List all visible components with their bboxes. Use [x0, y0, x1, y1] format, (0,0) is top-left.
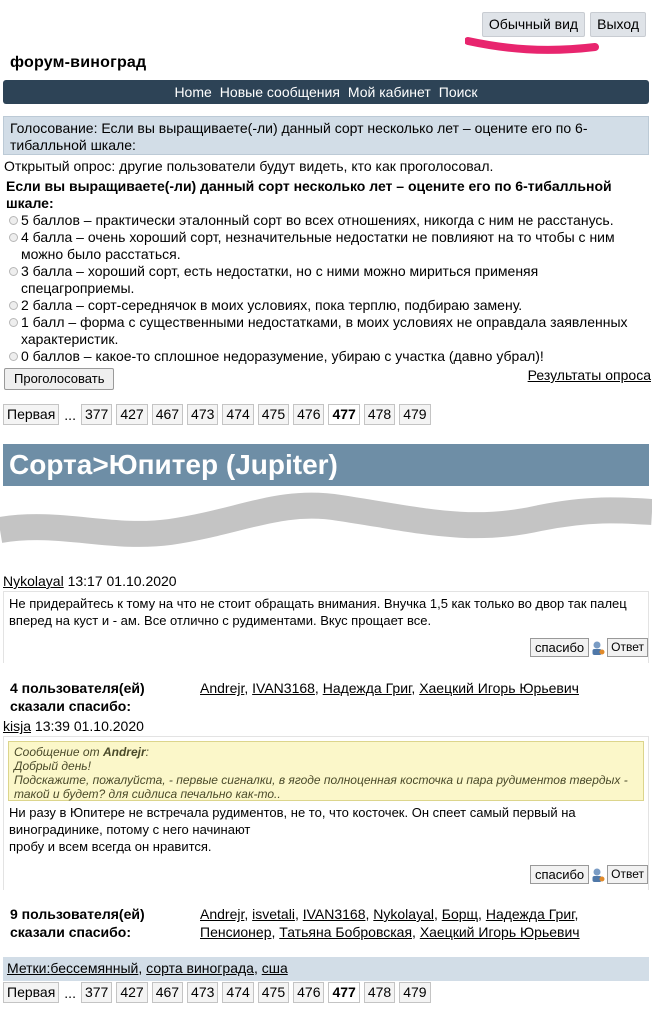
- quote-from-label: Сообщение от: [14, 745, 100, 759]
- page-link[interactable]: 475: [258, 982, 289, 1003]
- poll-results-link[interactable]: Результаты опроса: [527, 367, 651, 383]
- nav-home[interactable]: Home: [174, 84, 212, 100]
- post-actions: [530, 865, 648, 884]
- page-link[interactable]: 474: [222, 404, 253, 425]
- page-link[interactable]: 478: [364, 982, 395, 1003]
- thanks-user[interactable]: Nykolayal: [373, 906, 434, 922]
- thanks-user-list: Andrejr, isvetali, IVAN3168, Nykolayal, Борщ, Надежда Григ, Пенсионер, Татьяна Бобровская, Хаецкий Игорь Юрьевич: [200, 906, 580, 940]
- nav-search[interactable]: Поиск: [438, 84, 478, 100]
- page-link[interactable]: 467: [152, 404, 183, 425]
- radio-button[interactable]: [9, 301, 18, 310]
- reply-button[interactable]: Ответ: [607, 638, 648, 657]
- thanks-user[interactable]: IVAN3168: [252, 680, 315, 696]
- thanks-user[interactable]: Надежда Григ: [322, 680, 412, 696]
- post-datetime: 13:17 01.10.2020: [67, 573, 177, 589]
- top-bar: [482, 12, 646, 37]
- page-current: 477: [328, 404, 359, 425]
- page-first[interactable]: Первая: [3, 982, 59, 1003]
- page-link[interactable]: 479: [399, 404, 430, 425]
- post-header: [3, 573, 177, 590]
- page-current: 477: [328, 982, 359, 1003]
- pen-annotation-mark: [465, 35, 600, 57]
- nav-my-cabinet[interactable]: Мой кабинет: [347, 84, 431, 100]
- nav-new-posts[interactable]: Новые сообщения: [219, 84, 340, 100]
- poll-option[interactable]: [9, 348, 649, 365]
- thanks-user[interactable]: Пенсионер: [200, 924, 272, 940]
- page-link[interactable]: 377: [81, 982, 112, 1003]
- page-link[interactable]: 427: [116, 982, 147, 1003]
- poll-option[interactable]: [9, 212, 649, 229]
- normal-view-button[interactable]: Обычный вид: [482, 12, 585, 37]
- page-link[interactable]: 427: [116, 404, 147, 425]
- poll-options: [9, 212, 649, 365]
- page-first[interactable]: Первая: [3, 404, 59, 425]
- thanks-button[interactable]: спасибо: [530, 638, 589, 657]
- post-text: [9, 804, 629, 855]
- poll-option[interactable]: [9, 263, 649, 297]
- quote-text: Добрый день! Подскажите, пожалуйста, - первые сигналки, в ягоде полноценная косточка и пара рудиментов твердых - такой и будет? для сидлиса печально как-то..: [14, 759, 628, 801]
- page-link[interactable]: 473: [187, 982, 218, 1003]
- vote-button[interactable]: Проголосовать: [4, 368, 114, 390]
- thanks-user[interactable]: Татьяна Бобровская: [279, 924, 413, 940]
- thanks-user[interactable]: Andrejr: [200, 680, 245, 696]
- thread-title-banner: Сорта>Юпитер (Jupiter): [3, 444, 649, 486]
- thanks-button[interactable]: спасибо: [530, 865, 589, 884]
- tag-link[interactable]: сорта винограда: [146, 960, 254, 976]
- thanks-user[interactable]: Борщ: [441, 906, 479, 922]
- page-link[interactable]: 377: [81, 404, 112, 425]
- site-title[interactable]: форум-виноград: [10, 54, 147, 71]
- post-header: [3, 718, 144, 735]
- thanks-user[interactable]: Andrejr: [200, 906, 245, 922]
- post-text-line: пробу и всем всегда он нравится.: [9, 839, 212, 854]
- thanks-count: 4 пользователя(ей) сказали спасибо:: [10, 680, 145, 714]
- thanks-user[interactable]: isvetali: [252, 906, 295, 922]
- page-ellipsis: ...: [64, 406, 76, 423]
- quote-block: Сообщение от Andrejr: Добрый день! Подскажите, пожалуйста, - первые сигналки, в ягоде полноценная косточка и пара рудиментов твердых - такой и будет? для сидлиса печально как-то..: [8, 741, 644, 801]
- post-datetime: 13:39 01.10.2020: [34, 718, 144, 734]
- page-link[interactable]: 476: [293, 982, 324, 1003]
- thanks-count: 9 пользователя(ей) сказали спасибо:: [10, 906, 145, 940]
- poll-option[interactable]: [9, 297, 649, 314]
- page-link[interactable]: 475: [258, 404, 289, 425]
- redaction-smudge: [0, 490, 652, 560]
- thanks-user[interactable]: IVAN3168: [302, 906, 366, 922]
- poll-title: Голосование: Если вы выращиваете(-ли) данный сорт несколько лет – оцените его по 6-тибалльной шкале:: [3, 116, 649, 155]
- page-link[interactable]: 479: [399, 982, 430, 1003]
- post-actions: [530, 638, 648, 657]
- thanks-user[interactable]: Хаецкий Игорь Юрьевич: [419, 680, 579, 696]
- page-link[interactable]: 473: [187, 404, 218, 425]
- tag-link[interactable]: бессемянный: [50, 960, 139, 976]
- user-thanks-icon[interactable]: [591, 867, 605, 883]
- page-link[interactable]: 478: [364, 404, 395, 425]
- post-author[interactable]: kisja: [3, 718, 32, 734]
- thanks-user[interactable]: Хаецкий Игорь Юрьевич: [419, 924, 580, 940]
- logout-button[interactable]: Выход: [590, 12, 646, 37]
- tag-link[interactable]: сша: [261, 960, 288, 976]
- user-thanks-icon[interactable]: [591, 640, 605, 656]
- poll-question: Если вы выращиваете(-ли) данный сорт несколько лет – оцените его по 6-тибалльной шкале:: [6, 178, 612, 211]
- radio-button[interactable]: [9, 216, 18, 225]
- quote-author[interactable]: Andrejr: [102, 745, 146, 759]
- page-link[interactable]: 476: [293, 404, 324, 425]
- pagination-top: [3, 404, 431, 425]
- page-link[interactable]: 474: [222, 982, 253, 1003]
- poll-option-label: 0 баллов – какое-то сплошное недоразумение, убираю с участка (давно убрал)!: [21, 348, 544, 364]
- poll-option[interactable]: [9, 314, 649, 348]
- poll-open-note: Открытый опрос: другие пользователи будут видеть, кто как проголосовал.: [4, 158, 494, 174]
- radio-button[interactable]: [9, 233, 18, 242]
- thanks-user[interactable]: Надежда Григ: [485, 906, 575, 922]
- radio-button[interactable]: [9, 267, 18, 276]
- post-text-line: Ни разу в Юпитере не встречала рудиментов, не то, что косточек. Он спеет самый первый на виноградинике, потому с него начинают: [9, 805, 576, 837]
- tags-bar: Метки:бессемянный, сорта винограда, сша: [3, 957, 649, 981]
- page-link[interactable]: 467: [152, 982, 183, 1003]
- post-author[interactable]: Nykolayal: [3, 573, 64, 589]
- poll-option-label: 5 баллов – практически эталонный сорт во всех отношениях, никогда с ним не расстанусь.: [21, 212, 614, 228]
- poll-option-label: 3 балла – хороший сорт, есть недостатки, но с ними можно мириться применяя спецагроприемы.: [21, 263, 539, 296]
- poll-option-label: 2 балла – сорт-середнячок в моих условиях, пока терплю, подбираю замену.: [21, 297, 523, 313]
- poll-option-label: 1 балл – форма с существенными недостатками, в моих условиях не оправдала заявленных характеристик.: [21, 314, 628, 347]
- tags-label[interactable]: Метки:: [7, 960, 51, 976]
- main-nav: [3, 80, 649, 104]
- reply-button[interactable]: Ответ: [607, 865, 648, 884]
- poll-option[interactable]: [9, 229, 649, 263]
- thanks-user-list: Andrejr, IVAN3168, Надежда Григ, Хаецкий Игорь Юрьевич: [200, 680, 579, 696]
- pagination-bottom: [3, 982, 431, 1003]
- post-text: Не придерайтесь к тому на что не стоит обращать внимания. Внучка 1,5 как только во двор так палец вперед на куст и - ам. Все отлично с рудиментами. Вкус прощает все.: [9, 596, 627, 628]
- radio-button[interactable]: [9, 352, 18, 361]
- page-ellipsis: ...: [64, 984, 76, 1001]
- radio-button[interactable]: [9, 318, 18, 327]
- poll-option-label: 4 балла – очень хороший сорт, незначительные недостатки не повлияют на то чтобы с ним можно было расстаться.: [21, 229, 615, 262]
